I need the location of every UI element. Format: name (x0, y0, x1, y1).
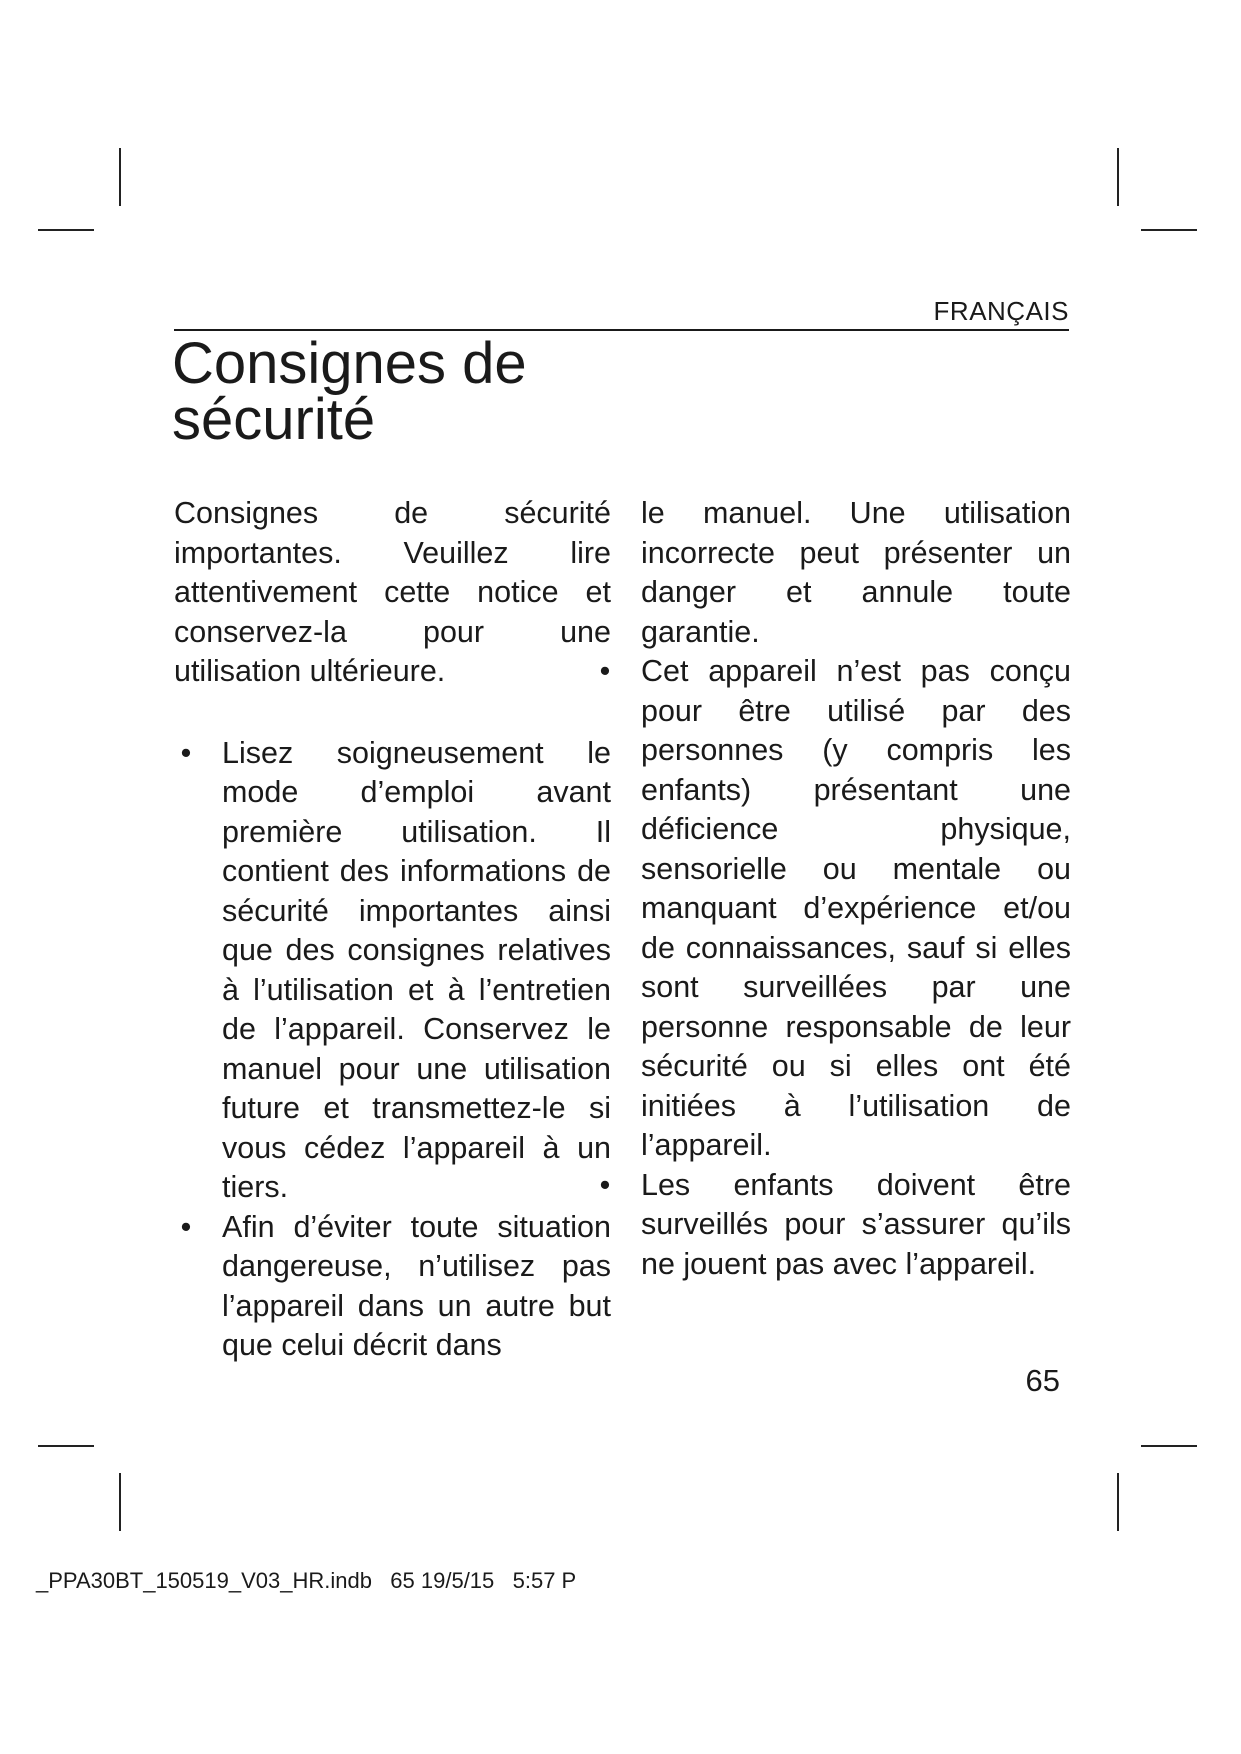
crop-mark-bottom-left-horizontal (38, 1445, 94, 1447)
right-column (599, 494, 1071, 1284)
bullet-text: Cet appareil n’est pas conçu pour être utilisé par des personnes (y compris les enfants) présentant une déficience physique, sensorielle ou mentale ou manquant d’expérience et/ou de connaissances, sauf si elles sont surveillées par une personne responsable de leur sécurité ou si elles ont été initiées à l’utilisation de l’appareil. (641, 654, 1071, 1162)
bullet-item (174, 734, 611, 1208)
bullet-dot-icon: • (599, 654, 611, 688)
bullet-dot-icon: • (180, 735, 192, 770)
bullet-dot-icon: • (180, 1209, 192, 1244)
crop-mark-bottom-right-vertical (1117, 1473, 1119, 1531)
crop-mark-bottom-right-horizontal (1141, 1445, 1197, 1447)
left-column (174, 494, 611, 1366)
crop-mark-top-right-horizontal (1141, 229, 1197, 231)
language-label: FRANÇAIS (933, 296, 1069, 326)
page-number: 65 (1025, 1363, 1060, 1398)
bullet-item (593, 652, 1071, 1166)
right-bullet-list (599, 652, 1071, 1284)
crop-mark-top-left-vertical (119, 148, 121, 206)
page-title-line-1: Consignes de (172, 331, 527, 396)
bullet-item (593, 1166, 1071, 1285)
bullet-text: Lisez soigneusement le mode d’emploi avant première utilisation. Il contient des informations de sécurité importantes ainsi que des consignes relatives à l’utilisation et à l’entretien de l’appareil. Conservez le manuel pour une utilisation future et transmettez-le si vous cédez l’appareil à un tiers. (222, 735, 611, 1204)
crop-mark-bottom-left-vertical (119, 1473, 121, 1531)
crop-mark-top-right-vertical (1117, 148, 1119, 206)
bullet-dot-icon: • (599, 1167, 611, 1202)
print-slug: _PPA30BT_150519_V03_HR.indb 65 19/5/15 5:57 P (36, 1568, 577, 1593)
page-title-line-2: sécurité (172, 387, 376, 452)
page-title (172, 331, 672, 452)
intro-paragraph: Consignes de sécurité importantes. Veuillez lire attentivement cette notice et conservez-la pour une utilisation ultérieure. (174, 496, 611, 688)
bullet-item (174, 1208, 611, 1366)
crop-mark-top-left-horizontal (38, 229, 94, 231)
bullet-text: Les enfants doivent être surveillés pour s’assurer qu’ils ne jouent pas avec l’appareil. (641, 1167, 1071, 1281)
left-bullet-list (174, 734, 611, 1366)
continued-bullet-text: le manuel. Une utilisation incorrecte peut présenter un danger et annule toute garantie. (641, 496, 1071, 649)
bullet-text: Afin d’éviter toute situation dangereuse, n’utilisez pas l’appareil dans un autre but que celui décrit dans (222, 1209, 611, 1362)
